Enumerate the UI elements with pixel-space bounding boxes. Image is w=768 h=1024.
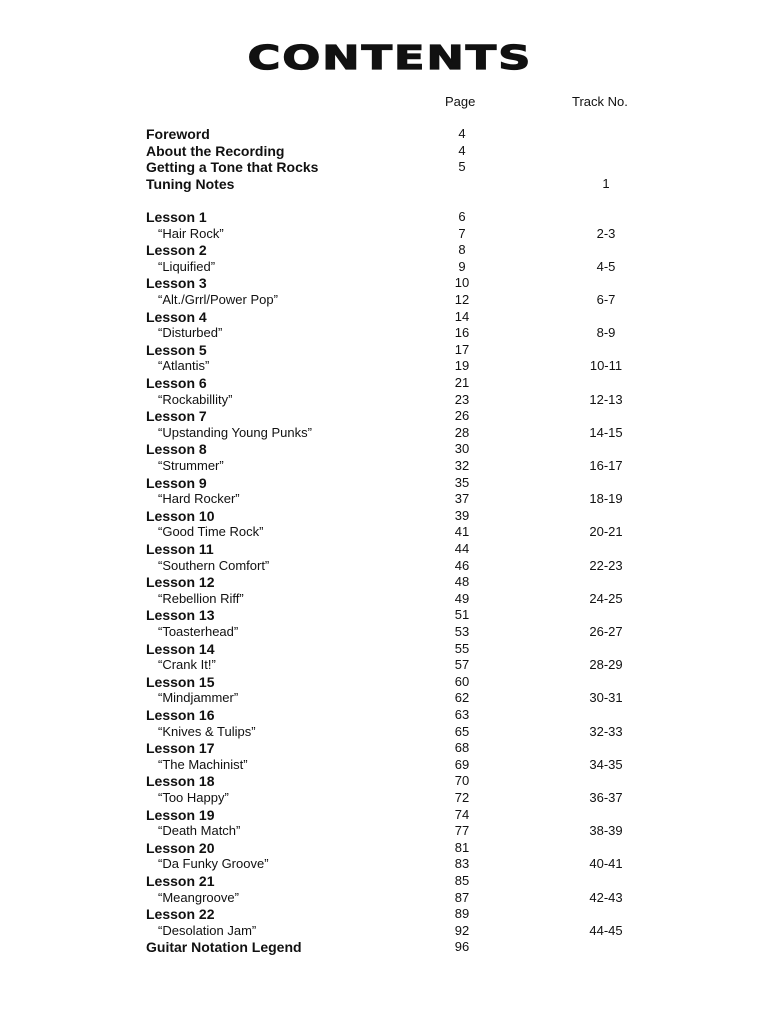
entry-track: 20-21 [589,524,623,540]
entry-page: 63 [454,707,470,722]
entry-page: 85 [454,873,470,888]
entry-title: “Rebellion Riff” [158,590,244,606]
entry-page: 21 [454,375,470,390]
entry-page: 7 [458,225,466,241]
entry-page: 53 [454,624,470,639]
entry-title: “Hard Rocker” [158,491,240,507]
entry-page: 4 [458,126,466,141]
entry-track: 40-41 [589,856,623,872]
entry-title: “Knives & Tulips” [158,723,256,739]
entry-page: 49 [454,590,470,606]
entry-page: 14 [454,308,470,324]
lesson-entry [0,408,768,424]
entry-page: 83 [454,856,470,872]
song-entry [0,392,768,408]
entry-track: 2-3 [596,225,616,241]
lesson-entry [0,242,768,258]
entry-page: 37 [454,491,470,507]
entry-title: “Liquified” [158,258,216,274]
entry-page: 70 [454,773,470,789]
entry-title: “Atlantis” [158,358,210,374]
entry-track: 34-35 [589,756,623,772]
page-column-header: Page [445,94,476,109]
entry-title: Getting a Tone that Rocks [146,159,319,176]
entry-track: 14-15 [589,424,623,440]
song-entry [0,690,768,706]
entry-page: 39 [454,507,470,523]
song-entry [0,425,768,441]
entry-title: Lesson 2 [146,242,207,259]
entry-title: Lesson 20 [146,839,215,856]
song-entry [0,358,768,374]
entry-page: 30 [454,441,470,457]
entry-title: “Meangroove” [158,889,239,905]
toc-entry [0,126,768,142]
entry-track: 10-11 [589,358,623,374]
entry-track: 1 [602,175,610,191]
entry-title: Lesson 11 [146,541,214,557]
entry-title: “Southern Comfort” [158,557,270,573]
entry-page: 48 [454,574,470,590]
entry-page: 26 [454,408,470,424]
song-entry [0,823,768,839]
song-entry [0,890,768,906]
entry-title: “Strummer” [158,458,224,473]
lesson-entry [0,375,768,391]
song-entry [0,624,768,640]
entry-track: 4-5 [596,258,616,274]
song-entry [0,923,768,939]
entry-page: 35 [454,474,470,490]
entry-title: Lesson 7 [146,408,207,425]
song-entry [0,491,768,507]
entry-title: Lesson 9 [146,474,207,491]
lesson-entry [0,441,768,457]
entry-page: 41 [454,524,470,540]
entry-page: 16 [454,325,470,341]
song-entry [0,724,768,740]
entry-title: Lesson 13 [146,607,215,624]
lesson-entry [0,508,768,524]
song-entry [0,790,768,806]
entry-title: Lesson 10 [146,507,215,524]
entry-page: 5 [458,159,466,175]
entry-page: 10 [454,275,470,291]
entry-page: 28 [454,424,470,440]
entry-title: “Upstanding Young Punks” [158,424,312,440]
entry-page: 6 [458,209,466,224]
song-entry [0,458,768,474]
entry-title: “Death Match” [158,823,241,839]
entry-page: 12 [454,292,470,307]
song-entry [0,856,768,872]
entry-title: “Desolation Jam” [158,922,257,938]
lesson-entry [0,607,768,623]
entry-page: 19 [454,358,470,374]
lesson-entry [0,906,768,922]
entry-page: 69 [454,756,470,772]
entry-title: Lesson 16 [146,707,215,723]
entry-title: “Disturbed” [158,325,223,341]
entry-page: 77 [454,823,470,839]
entry-title: Guitar Notation Legend [146,939,302,956]
entry-track: 22-23 [589,557,623,573]
entry-title: “Da Funky Groove” [158,856,269,872]
entry-page: 74 [454,806,470,822]
song-entry [0,292,768,308]
entry-title: Lesson 22 [146,906,215,923]
entry-title: “Mindjammer” [158,690,239,706]
entry-title: Lesson 21 [146,873,215,889]
entry-track: 6-7 [596,292,616,307]
song-entry [0,657,768,673]
entry-title: Lesson 14 [146,640,215,657]
entry-page: 68 [454,740,470,756]
entry-page: 32 [454,458,470,473]
lesson-entry [0,807,768,823]
entry-track: 18-19 [589,491,623,507]
song-entry [0,757,768,773]
song-entry [0,226,768,242]
entry-title: Lesson 19 [146,806,215,823]
entry-track: 30-31 [589,690,623,706]
lesson-entry [0,209,768,225]
entry-page: 55 [454,640,470,656]
entry-title: Lesson 3 [146,275,207,292]
entry-title: “Rockabillity” [158,391,233,407]
entry-track: 38-39 [589,823,623,839]
entry-page: 96 [454,939,470,955]
entry-page: 8 [458,242,466,258]
entry-page: 23 [454,391,470,407]
entry-title: “Too Happy” [158,790,229,805]
entry-page: 60 [454,673,470,689]
entry-title: “The Machinist” [158,756,248,772]
entry-track: 8-9 [596,325,616,341]
entry-page: 89 [454,906,470,922]
entry-title: Tuning Notes [146,175,235,192]
lesson-entry [0,541,768,557]
entry-page: 44 [454,541,470,556]
entry-title: Lesson 8 [146,441,207,458]
entry-track: 44-45 [589,922,623,938]
lesson-entry [0,475,768,491]
entry-page: 65 [454,723,470,739]
lesson-entry [0,873,768,889]
lesson-entry [0,574,768,590]
entry-title: Lesson 4 [146,308,207,325]
lesson-entry [0,674,768,690]
entry-title: Lesson 18 [146,773,215,790]
entry-title: Lesson 12 [146,574,215,591]
track-column-header: Track No. [572,94,628,109]
entry-title: “Good Time Rock” [158,524,264,540]
entry-page: 46 [454,557,470,573]
entry-page: 17 [454,341,470,357]
lesson-entry [0,740,768,756]
entry-page: 81 [454,839,470,855]
entry-track: 24-25 [589,590,623,606]
toc-entry [0,143,768,159]
song-entry [0,259,768,275]
lesson-entry [0,309,768,325]
entry-page: 87 [454,889,470,905]
entry-page: 92 [454,922,470,938]
song-entry [0,325,768,341]
entry-track: 28-29 [589,657,623,673]
entry-page: 9 [458,258,466,274]
entry-page: 57 [454,657,470,673]
entry-title: Lesson 6 [146,375,207,391]
lesson-entry [0,275,768,291]
entry-page: 62 [454,690,470,706]
entry-page: 51 [454,607,470,623]
entry-page: 4 [458,142,466,158]
lesson-entry [0,707,768,723]
entry-track: 12-13 [589,391,623,407]
entry-track: 26-27 [589,624,623,639]
entry-track: 36-37 [589,790,623,805]
entry-title: Lesson 17 [146,740,215,757]
entry-title: Lesson 1 [146,209,207,225]
lesson-entry [0,773,768,789]
entry-title: “Crank It!” [158,657,216,673]
lesson-entry [0,342,768,358]
song-entry [0,591,768,607]
entry-title: “Alt./Grrl/Power Pop” [158,292,278,307]
lesson-entry [0,641,768,657]
entry-title: “Toasterhead” [158,624,239,639]
toc-entry [0,159,768,175]
song-entry [0,558,768,574]
song-entry [0,524,768,540]
entry-title: “Hair Rock” [158,225,224,241]
entry-title: Lesson 15 [146,673,215,690]
entry-track: 16-17 [589,458,623,473]
page-title: CONTENTS [247,38,533,77]
entry-title: About the Recording [146,142,285,159]
entry-page: 72 [454,790,470,805]
lesson-entry [0,840,768,856]
toc-entry [0,176,768,192]
entry-title: Foreword [146,126,210,142]
entry-track: 42-43 [589,889,623,905]
entry-title: Lesson 5 [146,341,207,358]
entry-track: 32-33 [589,723,623,739]
toc-entry [0,939,768,955]
